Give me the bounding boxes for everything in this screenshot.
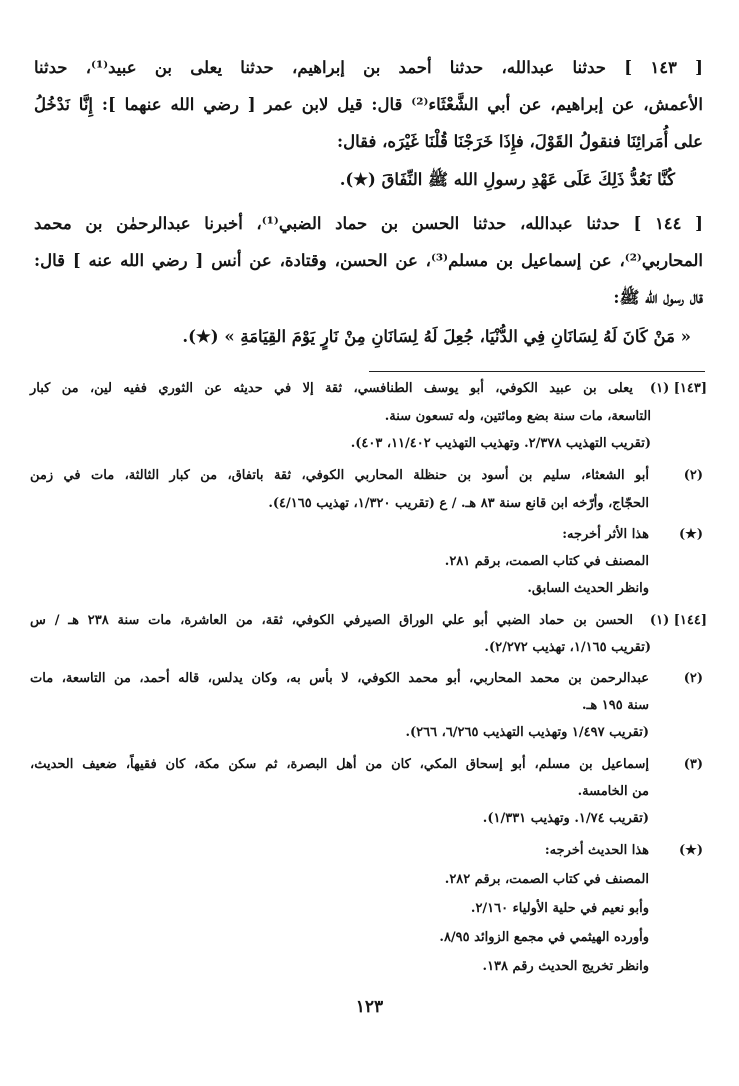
footnote-144-3-line-2: من الخامسة. xyxy=(577,784,649,799)
hadith-144-line-2: المحاربي⁽²⁾، عن إسماعيل بن مسلم⁽³⁾، عن الحسن، وقتادة، عن أنس [ رضي الله عنه ] قال: xyxy=(34,251,703,270)
footnote-144-star-label: (★) xyxy=(679,843,703,858)
footnote-143-star-line-2: المصنف في كتاب الصمت، برقم ٢٨١. xyxy=(444,554,649,569)
page-number: ١٢٣ xyxy=(355,997,384,1017)
footnote-143-star-line-3: وانظر الحديث السابق. xyxy=(527,581,649,596)
footnote-144-3-label: (٣) xyxy=(683,757,703,772)
footnote-143-1-line-2: التاسعة، مات سنة بضع ومائتين، وله تسعون سنة. xyxy=(384,409,651,424)
footnote-144-1-line-1: الحسن بن حماد الضبي أبو علي الوراق الصيرفي الكوفي، ثقة، من العاشرة، مات سنة ٢٣٨ هـ / س xyxy=(30,613,633,628)
footnote-143-star-label: (★) xyxy=(679,527,703,542)
hadith-143-line-3: على أُمَرائِنَا فنقولُ القَوْلَ، فإِذَا خَرَجْنَا قُلْنَا غَيْرَه، فقال: xyxy=(337,132,703,151)
hadith-144-quote: « مَنْ كَانَ لَهُ لِسَانَانِ فِي الدُّنْيَا، جُعِلَ لَهُ لِسَانَانِ مِنْ نَارٍ يَوْمَ القِيَامَةِ » (★). xyxy=(182,327,691,346)
footnote-144-2-line-1: عبدالرحمن بن محمد المحاربي، أبو محمد الكوفي، لا بأس به، وكان يدلس، قاله أحمد، من التاسعة، مات xyxy=(30,671,649,686)
footnote-143-1-line-1: يعلى بن عبيد الكوفي، أبو يوسف الطنافسي، ثقة إلا في حديثه عن الثوري ففيه لين، من كبار xyxy=(30,381,633,396)
footnote-144-star-line-1: هذا الحديث أخرجه: xyxy=(544,843,649,858)
footnote-144-star-line-2: المصنف في كتاب الصمت، برقم ٢٨٢. xyxy=(444,872,649,887)
footnote-144-3-line-1: إسماعيل بن مسلم، أبو إسحاق المكي، كان من أهل البصرة، ثم سكن مكة، كان فقيهاً، ضعيف الحديث، xyxy=(30,757,649,772)
hadith-144-line-3: قال رسول الله ﷺ: xyxy=(613,288,703,307)
footnote-144-2-line-2: سنة ١٩٥ هـ. xyxy=(582,698,649,713)
footnote-144-1-label: [١٤٤] (١) xyxy=(649,613,707,628)
footnote-144-2-label: (٢) xyxy=(683,671,703,686)
footnote-143-2-label: (٢) xyxy=(683,468,703,483)
footnote-143-1-label: [١٤٣] (١) xyxy=(649,381,707,396)
hadith-143-line-2: الأعمش، عن إبراهيم، عن أبي الشَّعْثَاء⁽²⁾ قال: قيل لابن عمر [ رضي الله عنهما ]: إِنَّا نَدْخُلُ xyxy=(34,95,703,114)
hadith-143-quote: كُنَّا نَعُدُّ ذَلِكَ عَلَى عَهْدِ رسولِ الله ﷺ النِّفَاقَ (★). xyxy=(339,170,675,189)
hadith-144-line-1: [ ١٤٤ ] حدثنا عبدالله، حدثنا الحسن بن حماد الضبي⁽¹⁾، أخبرنا عبدالرحمٰن بن محمد xyxy=(34,214,703,233)
footnote-144-2-line-3: (تقريب ١/٤٩٧ وتهذيب التهذيب ٦/٢٦٥، ٢٦٦). xyxy=(405,725,649,740)
footnote-144-1-line-2: (تقريب ١/١٦٥، تهذيب ٢/٢٧٢). xyxy=(484,640,651,655)
hadith-143-line-1: [ ١٤٣ ] حدثنا عبدالله، حدثنا أحمد بن إبراهيم، حدثنا يعلى بن عبيد⁽¹⁾، حدثنا xyxy=(34,58,703,77)
footnote-143-2-line-1: أبو الشعثاء، سليم بن أسود بن حنظلة المحاربي الكوفي، ثقة باتفاق، من كبار الثالثة، مات في زمن xyxy=(30,468,649,483)
footnote-144-star-line-4: وأورده الهيثمي في مجمع الزوائد ٨/٩٥. xyxy=(439,930,649,945)
footnote-143-star-line-1: هذا الأثر أخرجه: xyxy=(562,527,649,542)
footnote-separator xyxy=(369,371,705,372)
footnote-143-2-line-2: الحجّاج، وأرّخه ابن قانع سنة ٨٣ هـ. / ع (تقريب ١/٣٢٠، تهذيب ٤/١٦٥). xyxy=(268,496,649,511)
footnote-143-1-line-3: (تقريب التهذيب ٢/٣٧٨. وتهذيب التهذيب ١١/٤٠٢، ٤٠٣). xyxy=(350,436,651,451)
footnote-144-star-line-5: وانظر تخريج الحديث رقم ١٣٨. xyxy=(482,959,649,974)
footnote-144-star-line-3: وأبو نعيم في حلية الأولياء ٢/١٦٠. xyxy=(470,901,649,916)
footnote-144-3-line-3: (تقريب ١/٧٤. وتهذيب ١/٣٣١). xyxy=(482,811,649,826)
